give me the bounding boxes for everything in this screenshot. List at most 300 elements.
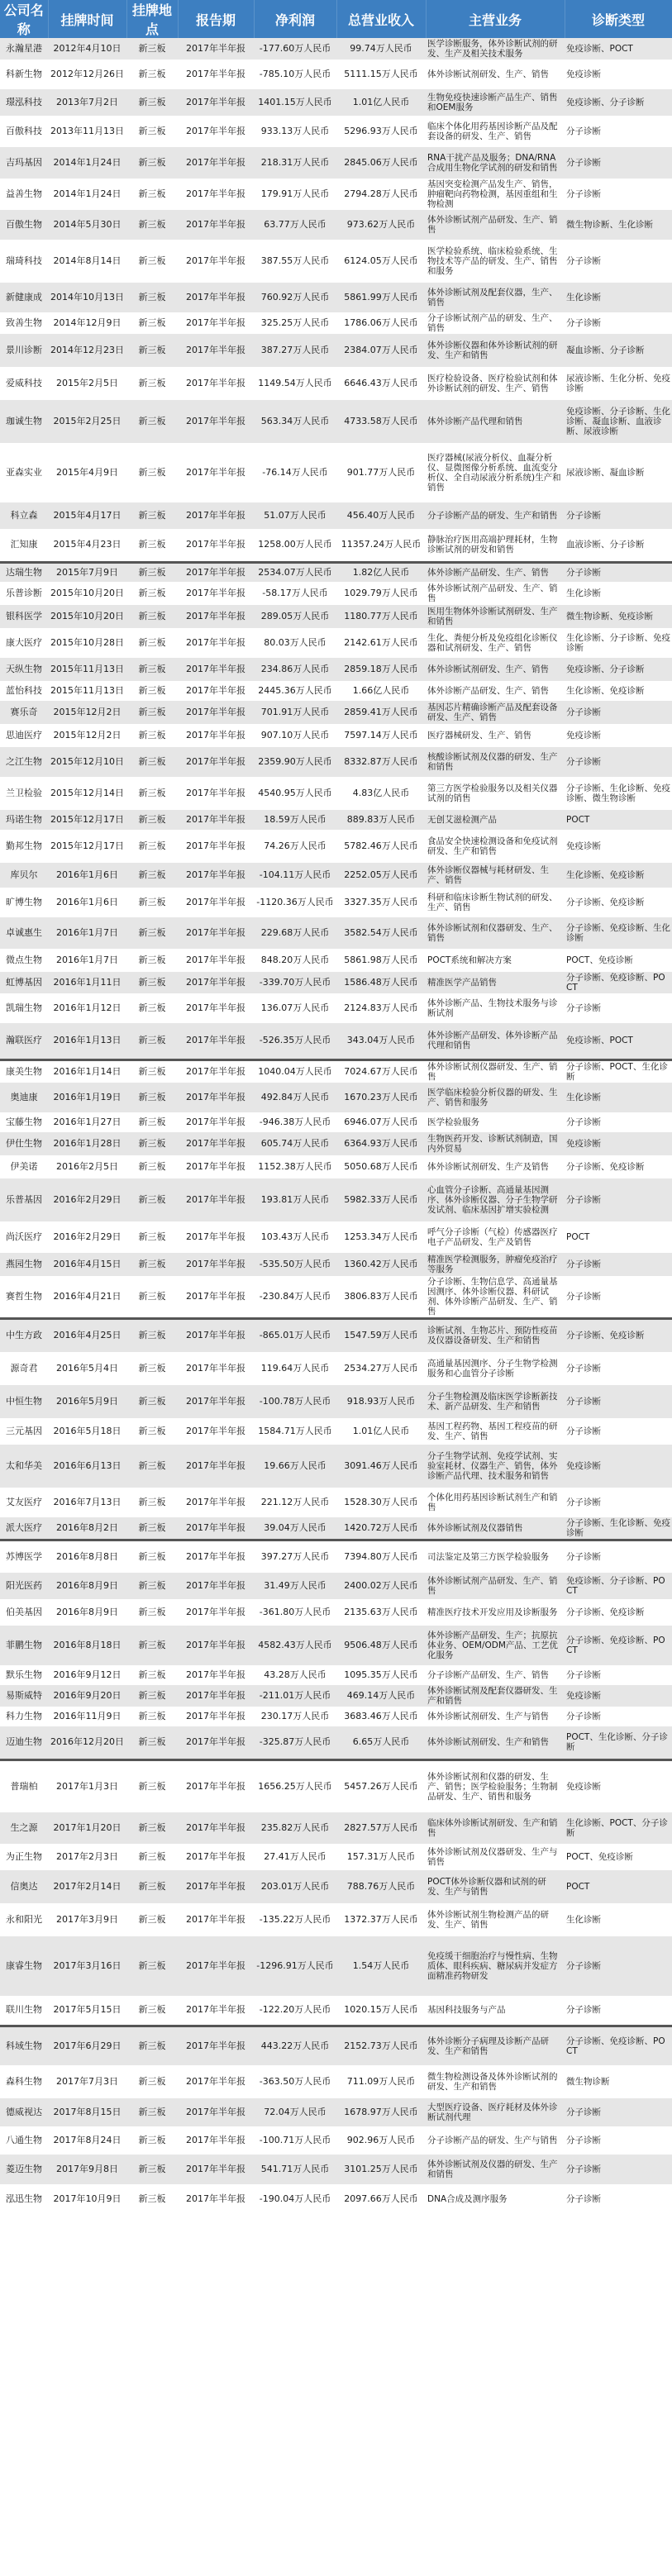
- net-profit-cell: -211.01万人民币: [254, 1685, 336, 1707]
- main-business-cell: 体外诊断试剂研发、生产、销售: [426, 60, 565, 89]
- table-row: [0, 60, 672, 89]
- table-row: [0, 1936, 672, 1996]
- total-revenue-cell: 11357.24万人民币: [336, 529, 426, 562]
- table-row: [0, 147, 672, 179]
- company-name-cell: 菱迈生物: [0, 2155, 48, 2184]
- net-profit-cell: 325.25万人民币: [254, 312, 336, 334]
- net-profit-cell: 80.03万人民币: [254, 628, 336, 658]
- diagnosis-type-cell: 生化诊断: [565, 582, 672, 605]
- report-period-cell: 2017年半年报: [178, 60, 254, 89]
- report-period-cell: 2017年半年报: [178, 1418, 254, 1445]
- diagnosis-type-cell: 分子诊断: [565, 1488, 672, 1517]
- company-name-cell: 之江生物: [0, 747, 48, 777]
- main-business-cell: 呼气分子诊断（气检）传感器医疗电子产品研发、生产及销售: [426, 1221, 565, 1253]
- main-business-cell: 体外诊断仪器和体外诊断试剂的研发、生产和销售: [426, 334, 565, 367]
- listing-place-cell: 新三板: [126, 367, 178, 400]
- listing-place-cell: 新三板: [126, 283, 178, 312]
- listing-date-cell: 2016年5月9日: [48, 1385, 126, 1418]
- table-row: [0, 830, 672, 863]
- net-profit-cell: 218.31万人民币: [254, 147, 336, 179]
- total-revenue-cell: 5296.93万人民币: [336, 116, 426, 147]
- listing-place-cell: 新三板: [126, 2098, 178, 2126]
- table-row: [0, 502, 672, 529]
- listing-place-cell: 新三板: [126, 1726, 178, 1759]
- report-period-cell: 2017年半年报: [178, 1759, 254, 1812]
- company-name-cell: 康大医疗: [0, 628, 48, 658]
- report-period-cell: 2017年半年报: [178, 993, 254, 1023]
- main-business-cell: RNA干扰产品及服务；DNA/RNA合成用生物化学试剂的研发和销售: [426, 147, 565, 179]
- diagnosis-type-cell: 免疫诊断、POCT: [565, 1023, 672, 1059]
- listing-place-cell: 新三板: [126, 1253, 178, 1276]
- listing-place-cell: 新三板: [126, 2184, 178, 2214]
- table-row: [0, 1178, 672, 1221]
- net-profit-cell: 443.22万人民币: [254, 2026, 336, 2065]
- total-revenue-cell: 6364.93万人民币: [336, 1132, 426, 1155]
- listing-date-cell: 2014年12月23日: [48, 334, 126, 367]
- table-row: [0, 1903, 672, 1936]
- listing-place-cell: 新三板: [126, 628, 178, 658]
- main-business-cell: 精准医学检测服务，肿瘤免疫治疗等服务: [426, 1253, 565, 1276]
- report-period-cell: 2017年半年报: [178, 1517, 254, 1540]
- listing-place-cell: 新三板: [126, 1385, 178, 1418]
- table-row: [0, 972, 672, 993]
- listing-date-cell: 2015年12月2日: [48, 701, 126, 724]
- net-profit-cell: -325.87万人民币: [254, 1726, 336, 1759]
- table-row: [0, 179, 672, 210]
- diagnosis-type-cell: 生化诊断、免疫诊断: [565, 863, 672, 888]
- main-business-cell: 精准医学产品销售: [426, 972, 565, 993]
- listing-place-cell: 新三板: [126, 605, 178, 628]
- report-period-cell: 2017年半年报: [178, 888, 254, 917]
- main-business-cell: 分子生物检测及临床医学诊断新技术、新产品研发、生产和销售: [426, 1385, 565, 1418]
- diagnosis-type-cell: 分子诊断、免疫诊断、POCT: [565, 1626, 672, 1665]
- table-row: [0, 701, 672, 724]
- total-revenue-cell: 1.82亿人民币: [336, 562, 426, 582]
- table-row: [0, 283, 672, 312]
- table-row: [0, 1665, 672, 1685]
- listing-date-cell: 2015年12月10日: [48, 747, 126, 777]
- total-revenue-cell: 3582.54万人民币: [336, 917, 426, 949]
- total-revenue-cell: 9506.48万人民币: [336, 1626, 426, 1665]
- listing-date-cell: 2012年4月10日: [48, 38, 126, 60]
- table-row: [0, 681, 672, 701]
- listing-place-cell: 新三板: [126, 210, 178, 240]
- listing-date-cell: 2016年8月9日: [48, 1599, 126, 1626]
- table-row: [0, 312, 672, 334]
- table-row: [0, 658, 672, 681]
- table-row: [0, 1253, 672, 1276]
- company-name-cell: 易斯威特: [0, 1685, 48, 1707]
- company-name-cell: 伊仕生物: [0, 1132, 48, 1155]
- total-revenue-cell: 3683.46万人民币: [336, 1707, 426, 1726]
- company-name-cell: 菲鹏生物: [0, 1626, 48, 1665]
- main-business-cell: 精准医疗技术开发应用及诊断服务: [426, 1599, 565, 1626]
- company-name-cell: 艾友医疗: [0, 1488, 48, 1517]
- net-profit-cell: 563.34万人民币: [254, 400, 336, 443]
- listing-place-cell: 新三板: [126, 1059, 178, 1083]
- listing-place-cell: 新三板: [126, 400, 178, 443]
- table-row: [0, 210, 672, 240]
- company-name-cell: 普瑞柏: [0, 1759, 48, 1812]
- diagnosis-type-cell: 分子诊断: [565, 240, 672, 283]
- total-revenue-cell: 902.96万人民币: [336, 2126, 426, 2155]
- listing-date-cell: 2017年9月8日: [48, 2155, 126, 2184]
- main-business-cell: 体外诊断试剂和仪器研发、生产、销售: [426, 917, 565, 949]
- report-period-cell: 2017年半年报: [178, 1936, 254, 1996]
- report-period-cell: 2017年半年报: [178, 747, 254, 777]
- table-row: [0, 1023, 672, 1059]
- main-business-cell: 体外诊断产品、生物技术服务与诊断试剂: [426, 993, 565, 1023]
- listing-place-cell: 新三板: [126, 1221, 178, 1253]
- listing-date-cell: 2016年1月13日: [48, 1023, 126, 1059]
- company-name-cell: 伯美基因: [0, 1599, 48, 1626]
- listing-date-cell: 2015年10月28日: [48, 628, 126, 658]
- report-period-cell: 2017年半年报: [178, 334, 254, 367]
- company-name-cell: 乐普诊断: [0, 582, 48, 605]
- listing-date-cell: 2016年2月5日: [48, 1155, 126, 1178]
- diagnosis-type-cell: POCT: [565, 1221, 672, 1253]
- listing-date-cell: 2015年12月2日: [48, 724, 126, 747]
- report-period-cell: 2017年半年报: [178, 529, 254, 562]
- listing-place-cell: 新三板: [126, 1573, 178, 1599]
- table-row: [0, 334, 672, 367]
- listing-date-cell: 2015年4月23日: [48, 529, 126, 562]
- listing-place-cell: 新三板: [126, 1276, 178, 1319]
- main-business-cell: 第三方医学检验服务以及相关仪器试剂的销售: [426, 777, 565, 810]
- table-row: [0, 1445, 672, 1488]
- table-row: [0, 949, 672, 972]
- listing-date-cell: 2014年12月9日: [48, 312, 126, 334]
- listing-date-cell: 2016年12月20日: [48, 1726, 126, 1759]
- report-period-cell: 2017年半年报: [178, 38, 254, 60]
- main-business-cell: 临床体外诊断试剂研发、生产和销售: [426, 1812, 565, 1844]
- listing-place-cell: 新三板: [126, 1083, 178, 1112]
- listing-date-cell: 2016年1月14日: [48, 1059, 126, 1083]
- company-name-cell: 联川生物: [0, 1996, 48, 2026]
- net-profit-cell: -535.50万人民币: [254, 1253, 336, 1276]
- company-name-cell: 乐普基因: [0, 1178, 48, 1221]
- company-name-cell: 思迪医疗: [0, 724, 48, 747]
- company-name-cell: 康美生物: [0, 1059, 48, 1083]
- total-revenue-cell: 7597.14万人民币: [336, 724, 426, 747]
- total-revenue-cell: 1253.34万人民币: [336, 1221, 426, 1253]
- company-name-cell: 永和阳光: [0, 1903, 48, 1936]
- company-name-cell: 库贝尔: [0, 863, 48, 888]
- table-row: [0, 2126, 672, 2155]
- report-period-cell: 2017年半年报: [178, 367, 254, 400]
- listing-place-cell: 新三板: [126, 2065, 178, 2098]
- main-business-cell: 无创艾滋检测产品: [426, 810, 565, 830]
- listing-date-cell: 2016年1月28日: [48, 1132, 126, 1155]
- net-profit-cell: 2534.07万人民币: [254, 562, 336, 582]
- listing-place-cell: 新三板: [126, 1665, 178, 1685]
- total-revenue-cell: 2142.61万人民币: [336, 628, 426, 658]
- listing-place-cell: 新三板: [126, 1488, 178, 1517]
- company-name-cell: 瀚联医疗: [0, 1023, 48, 1059]
- listing-place-cell: 新三板: [126, 1155, 178, 1178]
- report-period-cell: 2017年半年报: [178, 1685, 254, 1707]
- listing-place-cell: 新三板: [126, 1352, 178, 1385]
- listing-place-cell: 新三板: [126, 972, 178, 993]
- total-revenue-cell: 3101.25万人民币: [336, 2155, 426, 2184]
- diagnosis-type-cell: 分子诊断: [565, 747, 672, 777]
- col-header-revenue: 总营业收入: [336, 0, 426, 38]
- company-name-cell: 生之源: [0, 1812, 48, 1844]
- diagnosis-type-cell: 生化诊断、免疫诊断: [565, 681, 672, 701]
- total-revenue-cell: 1029.79万人民币: [336, 582, 426, 605]
- diagnosis-type-cell: 分子诊断: [565, 993, 672, 1023]
- listing-place-cell: 新三板: [126, 2126, 178, 2155]
- company-name-cell: 派大医疗: [0, 1517, 48, 1540]
- col-header-place: 挂牌地点: [126, 0, 178, 38]
- diagnosis-type-cell: 免疫诊断: [565, 1759, 672, 1812]
- company-name-cell: 为正生物: [0, 1844, 48, 1870]
- net-profit-cell: 63.77万人民币: [254, 210, 336, 240]
- net-profit-cell: -76.14万人民币: [254, 443, 336, 502]
- total-revenue-cell: 1095.35万人民币: [336, 1665, 426, 1685]
- company-name-cell: 伊美诺: [0, 1155, 48, 1178]
- table-row: [0, 777, 672, 810]
- main-business-cell: 体外诊断试剂及配套仪器，生产、销售: [426, 283, 565, 312]
- main-business-cell: 分子诊断试剂产品的研发、生产、销售: [426, 312, 565, 334]
- net-profit-cell: -100.71万人民币: [254, 2126, 336, 2155]
- listing-place-cell: 新三板: [126, 1870, 178, 1903]
- listing-place-cell: 新三板: [126, 993, 178, 1023]
- total-revenue-cell: 2794.28万人民币: [336, 179, 426, 210]
- diagnosis-type-cell: 生化诊断、POCT、分子诊断: [565, 1812, 672, 1844]
- diagnosis-type-cell: 分子诊断: [565, 1112, 672, 1132]
- main-business-cell: 食品安全快速检测设备和免疫试剂研发、生产和销售: [426, 830, 565, 863]
- company-name-cell: 泓迅生物: [0, 2184, 48, 2214]
- listing-date-cell: 2016年2月29日: [48, 1178, 126, 1221]
- listing-place-cell: 新三板: [126, 701, 178, 724]
- diagnosis-type-cell: 分子诊断: [565, 312, 672, 334]
- net-profit-cell: 4540.95万人民币: [254, 777, 336, 810]
- main-business-cell: 心血管分子诊断、高通量基因测序、体外诊断仪器、分子生物学研发试剂、临床基因扩增实验检测: [426, 1178, 565, 1221]
- listing-place-cell: 新三板: [126, 1178, 178, 1221]
- diagnosis-type-cell: 分子诊断: [565, 1385, 672, 1418]
- table-row: [0, 1083, 672, 1112]
- report-period-cell: 2017年半年报: [178, 312, 254, 334]
- company-name-cell: 永瀚星港: [0, 38, 48, 60]
- listing-date-cell: 2017年1月20日: [48, 1812, 126, 1844]
- main-business-cell: 体外诊断试剂研发、生产、销售: [426, 658, 565, 681]
- diagnosis-type-cell: 免疫诊断、分子诊断: [565, 89, 672, 116]
- company-name-cell: 康睿生物: [0, 1936, 48, 1996]
- listing-date-cell: 2017年7月3日: [48, 2065, 126, 2098]
- total-revenue-cell: 99.74万人民币: [336, 38, 426, 60]
- listing-date-cell: 2014年8月14日: [48, 240, 126, 283]
- company-name-cell: 汇知康: [0, 529, 48, 562]
- net-profit-cell: 72.04万人民币: [254, 2098, 336, 2126]
- col-header-profit: 净利润: [254, 0, 336, 38]
- diagnosis-type-cell: 分子诊断: [565, 116, 672, 147]
- main-business-cell: POCT体外诊断仪器和试剂的研发、生产与销售: [426, 1870, 565, 1903]
- listing-date-cell: 2015年2月5日: [48, 367, 126, 400]
- total-revenue-cell: 1670.23万人民币: [336, 1083, 426, 1112]
- total-revenue-cell: 157.31万人民币: [336, 1844, 426, 1870]
- net-profit-cell: -1296.91万人民币: [254, 1936, 336, 1996]
- net-profit-cell: 1584.71万人民币: [254, 1418, 336, 1445]
- company-name-cell: 科力生物: [0, 1707, 48, 1726]
- net-profit-cell: 230.17万人民币: [254, 1707, 336, 1726]
- report-period-cell: 2017年半年报: [178, 283, 254, 312]
- company-name-cell: 太和华美: [0, 1445, 48, 1488]
- total-revenue-cell: 1020.15万人民币: [336, 1996, 426, 2026]
- diagnosis-type-cell: 分子诊断、免疫诊断: [565, 1319, 672, 1352]
- listing-date-cell: 2017年8月15日: [48, 2098, 126, 2126]
- net-profit-cell: -58.17万人民币: [254, 582, 336, 605]
- net-profit-cell: 27.41万人民币: [254, 1844, 336, 1870]
- net-profit-cell: 229.68万人民币: [254, 917, 336, 949]
- report-period-cell: 2017年半年报: [178, 1253, 254, 1276]
- company-name-cell: 奥迪康: [0, 1083, 48, 1112]
- diagnosis-type-cell: 分子诊断: [565, 2098, 672, 2126]
- table-row: [0, 562, 672, 582]
- net-profit-cell: 387.27万人民币: [254, 334, 336, 367]
- diagnosis-type-cell: 生化诊断: [565, 1083, 672, 1112]
- diagnosis-type-cell: 分子诊断: [565, 701, 672, 724]
- table-row: [0, 240, 672, 283]
- listing-date-cell: 2016年11月9日: [48, 1707, 126, 1726]
- listing-date-cell: 2016年5月18日: [48, 1418, 126, 1445]
- report-period-cell: 2017年半年报: [178, 1626, 254, 1665]
- net-profit-cell: 1040.04万人民币: [254, 1059, 336, 1083]
- company-name-cell: 微点生物: [0, 949, 48, 972]
- table-row: [0, 1059, 672, 1083]
- company-name-cell: 赛哲生物: [0, 1276, 48, 1319]
- company-name-cell: 爱威科技: [0, 367, 48, 400]
- report-period-cell: 2017年半年报: [178, 2184, 254, 2214]
- table-row: [0, 1599, 672, 1626]
- main-business-cell: 分子诊断产品的研发、生产和销售: [426, 502, 565, 529]
- main-business-cell: 体外诊断试剂产品研发、生产、销售: [426, 582, 565, 605]
- net-profit-cell: 907.10万人民币: [254, 724, 336, 747]
- net-profit-cell: 51.07万人民币: [254, 502, 336, 529]
- diagnosis-type-cell: 分子诊断: [565, 1540, 672, 1573]
- report-period-cell: 2017年半年报: [178, 240, 254, 283]
- listing-date-cell: 2013年11月13日: [48, 116, 126, 147]
- listing-place-cell: 新三板: [126, 777, 178, 810]
- listing-date-cell: 2015年12月14日: [48, 777, 126, 810]
- report-period-cell: 2017年半年报: [178, 562, 254, 582]
- company-name-cell: 科域生物: [0, 2026, 48, 2065]
- net-profit-cell: -122.20万人民币: [254, 1996, 336, 2026]
- main-business-cell: 基因科技服务与产品: [426, 1996, 565, 2026]
- diagnosis-type-cell: 分子诊断、生化诊断、免疫诊断: [565, 1517, 672, 1540]
- total-revenue-cell: 2097.66万人民币: [336, 2184, 426, 2214]
- listing-place-cell: 新三板: [126, 1685, 178, 1707]
- net-profit-cell: 1656.25万人民币: [254, 1759, 336, 1812]
- report-period-cell: 2017年半年报: [178, 179, 254, 210]
- main-business-cell: 基因突变检测产品发生产、销售，肿瘤靶向药物检测，基因重组和生物检测: [426, 179, 565, 210]
- listing-place-cell: 新三板: [126, 179, 178, 210]
- report-period-cell: 2017年半年报: [178, 2065, 254, 2098]
- total-revenue-cell: 2152.73万人民币: [336, 2026, 426, 2065]
- company-name-cell: 中恒生物: [0, 1385, 48, 1418]
- main-business-cell: 体外诊断试剂仪器研发、生产、销售: [426, 1059, 565, 1083]
- listing-date-cell: 2016年1月12日: [48, 993, 126, 1023]
- report-period-cell: 2017年半年报: [178, 1178, 254, 1221]
- main-business-cell: 静脉治疗医用高端护理耗材，生物诊断试剂的研发和销售: [426, 529, 565, 562]
- main-business-cell: 核酸诊断试剂及仪器的研发、生产和销售: [426, 747, 565, 777]
- diagnosis-type-cell: 分子诊断: [565, 147, 672, 179]
- net-profit-cell: 234.86万人民币: [254, 658, 336, 681]
- net-profit-cell: 760.92万人民币: [254, 283, 336, 312]
- diagnosis-type-cell: 免疫诊断、分子诊断、POCT: [565, 1573, 672, 1599]
- report-period-cell: 2017年半年报: [178, 1903, 254, 1936]
- total-revenue-cell: 4733.58万人民币: [336, 400, 426, 443]
- listing-place-cell: 新三板: [126, 1759, 178, 1812]
- listing-place-cell: 新三板: [126, 2155, 178, 2184]
- table-row: [0, 1276, 672, 1319]
- report-period-cell: 2017年半年报: [178, 724, 254, 747]
- table-row: [0, 367, 672, 400]
- net-profit-cell: 541.71万人民币: [254, 2155, 336, 2184]
- report-period-cell: 2017年半年报: [178, 830, 254, 863]
- diagnosis-type-cell: 分子诊断: [565, 1352, 672, 1385]
- table-row: [0, 1996, 672, 2026]
- table-row: [0, 2155, 672, 2184]
- report-period-cell: 2017年半年报: [178, 116, 254, 147]
- listing-place-cell: 新三板: [126, 1707, 178, 1726]
- table-row: [0, 605, 672, 628]
- total-revenue-cell: 5457.26万人民币: [336, 1759, 426, 1812]
- main-business-cell: 体外诊断试剂研发、生产和销售: [426, 1726, 565, 1759]
- total-revenue-cell: 5782.46万人民币: [336, 830, 426, 863]
- company-name-cell: 致善生物: [0, 312, 48, 334]
- total-revenue-cell: 973.62万人民币: [336, 210, 426, 240]
- table-row: [0, 747, 672, 777]
- main-business-cell: 体外诊断产品研发、体外诊断产品代理和销售: [426, 1023, 565, 1059]
- total-revenue-cell: 1786.06万人民币: [336, 312, 426, 334]
- diagnosis-type-cell: 分子诊断、免疫诊断: [565, 1599, 672, 1626]
- company-name-cell: 吉玛基因: [0, 147, 48, 179]
- listing-place-cell: 新三板: [126, 681, 178, 701]
- diagnosis-type-cell: 分子诊断: [565, 2126, 672, 2155]
- main-business-cell: 体外诊断试剂及配套仪器研发、生产和销售: [426, 1685, 565, 1707]
- company-name-cell: 德威视达: [0, 2098, 48, 2126]
- net-profit-cell: 103.43万人民币: [254, 1221, 336, 1253]
- company-name-cell: 赛乐奇: [0, 701, 48, 724]
- company-name-cell: 凯瑞生物: [0, 993, 48, 1023]
- total-revenue-cell: 5050.68万人民币: [336, 1155, 426, 1178]
- total-revenue-cell: 1.01亿人民币: [336, 1418, 426, 1445]
- listing-date-cell: 2013年7月2日: [48, 89, 126, 116]
- table-row: [0, 2184, 672, 2214]
- net-profit-cell: 1401.15万人民币: [254, 89, 336, 116]
- listing-place-cell: 新三板: [126, 1903, 178, 1936]
- company-name-cell: 卓诚惠生: [0, 917, 48, 949]
- diagnosis-type-cell: 尿液诊断、生化分析、免疫诊断: [565, 367, 672, 400]
- main-business-cell: 体外诊断试剂研发、生产及销售: [426, 1155, 565, 1178]
- net-profit-cell: 4582.43万人民币: [254, 1626, 336, 1665]
- company-name-cell: 天纵生物: [0, 658, 48, 681]
- diagnosis-type-cell: 血液诊断、分子诊断: [565, 529, 672, 562]
- report-period-cell: 2017年半年报: [178, 1221, 254, 1253]
- report-period-cell: 2017年半年报: [178, 147, 254, 179]
- company-name-cell: 科立森: [0, 502, 48, 529]
- diagnosis-type-cell: 分子诊断: [565, 1276, 672, 1319]
- table-row: [0, 1540, 672, 1573]
- diagnosis-type-cell: 生化诊断、分子诊断、免疫诊断: [565, 628, 672, 658]
- table-row: [0, 529, 672, 562]
- company-name-cell: 迈迪生物: [0, 1726, 48, 1759]
- net-profit-cell: 203.01万人民币: [254, 1870, 336, 1903]
- listing-place-cell: 新三板: [126, 810, 178, 830]
- main-business-cell: 体外诊断试剂产品研发、生产、销售: [426, 1573, 565, 1599]
- company-name-cell: 银科医学: [0, 605, 48, 628]
